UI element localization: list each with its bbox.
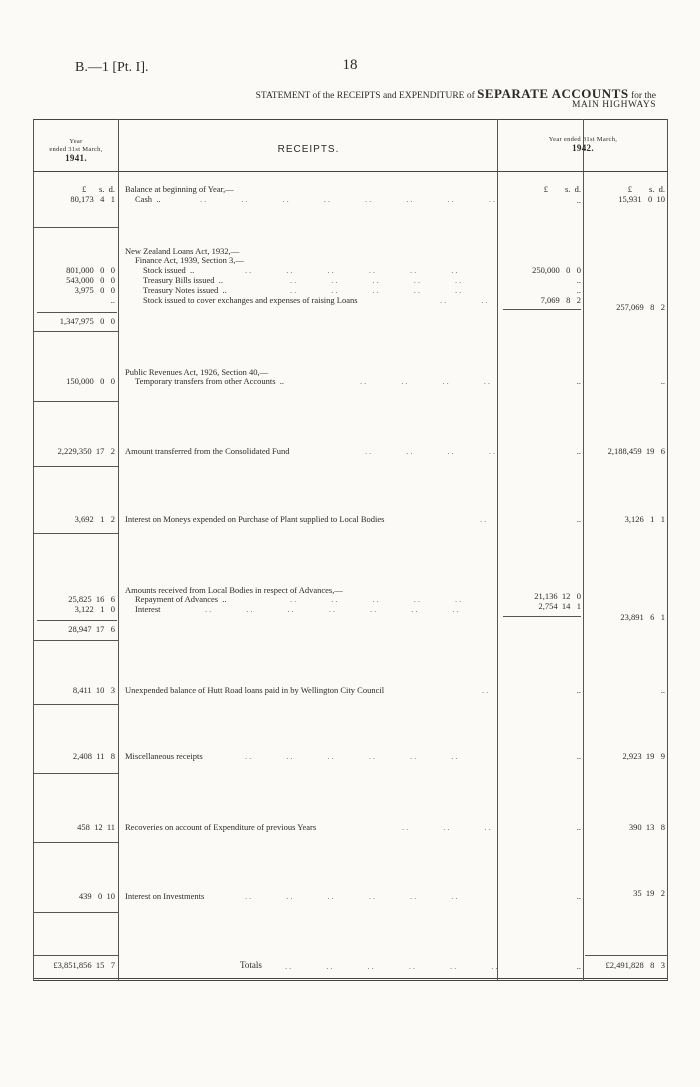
statement-title-line2: MAIN HIGHWAYS xyxy=(572,100,656,110)
currency-label-mid: £ s. d. xyxy=(543,184,581,194)
consolidated-label: Amount transferred from the Consolidated Fund xyxy=(125,446,290,456)
row-separator xyxy=(33,773,119,774)
loans-heading: New Zealand Loans Act, 1932,— xyxy=(125,246,240,256)
public-revenues-right: .. xyxy=(660,376,665,386)
misc-left: 2,408 11 8 xyxy=(72,751,115,761)
local-bodies-heading: Amounts received from Local Bodies in respect of Advances,— xyxy=(125,585,343,595)
recoveries-right: 390 13 8 xyxy=(628,822,665,832)
row-separator xyxy=(33,912,119,913)
investments-mid: .. xyxy=(576,891,581,901)
interest-plant-label: Interest on Moneys expended on Purchase of Plant supplied to Local Bodies xyxy=(125,514,385,524)
row-separator xyxy=(33,704,119,705)
local-interest-label: Interest xyxy=(135,604,161,614)
row-separator xyxy=(33,466,119,467)
hutt-road-left: 8,411 10 3 xyxy=(72,685,115,695)
hutt-road-mid: .. xyxy=(576,685,581,695)
hutt-road-right: .. xyxy=(660,685,665,695)
consolidated-right: 2,188,459 19 6 xyxy=(607,446,665,456)
title-emphasis: SEPARATE ACCOUNTS xyxy=(477,86,629,101)
totals-label: Totals xyxy=(240,960,262,970)
loans-exchange-mid: 7,069 8 2 xyxy=(540,295,581,305)
local-interest-mid: 2,754 14 1 xyxy=(538,601,581,611)
row-separator xyxy=(33,640,119,641)
public-revenues-item: Temporary transfers from other Accounts .. xyxy=(135,376,285,386)
left-header-line2: ended 31st March, xyxy=(49,146,103,153)
currency-label-left: £ s. d. xyxy=(81,184,115,194)
balance-mid-amount: .. xyxy=(576,195,581,205)
loans-stock-label: Stock issued .. xyxy=(143,265,195,275)
receipts-header: RECEIPTS. xyxy=(277,144,340,155)
loans-stock-mid: 250,000 0 0 xyxy=(532,265,581,275)
column-divider-2 xyxy=(497,119,498,981)
loans-subheading: Finance Act, 1939, Section 3,— xyxy=(135,255,244,265)
totals-right-rule xyxy=(585,955,667,956)
loans-left-total: 1,347,975 0 0 xyxy=(59,316,115,326)
local-subtotal-rule xyxy=(503,616,581,617)
investments-label: Interest on Investments xyxy=(125,891,205,901)
loans-right-total: 257,069 8 2 xyxy=(616,302,665,312)
right-header-year: 1942. xyxy=(572,143,594,153)
misc-label: Miscellaneous receipts xyxy=(125,751,203,761)
local-right-total: 23,891 6 1 xyxy=(620,612,665,622)
local-interest-left: 3,122 1 0 xyxy=(74,604,115,614)
currency-label-right: £ s. d. xyxy=(627,184,665,194)
public-revenues-left: 150,000 0 0 xyxy=(66,376,115,386)
right-header-line1: Year ended 31st March, xyxy=(548,136,618,143)
local-repayment-mid: 21,136 12 0 xyxy=(534,591,581,601)
row-separator xyxy=(33,533,119,534)
totals-left-rule xyxy=(33,955,119,956)
loans-notes-left: 3,975 0 0 xyxy=(74,285,115,295)
row-separator xyxy=(33,331,119,332)
consolidated-mid: .. xyxy=(576,446,581,456)
loans-stock-left: 801,000 0 0 xyxy=(66,265,115,275)
loans-bills-label: Treasury Bills issued .. xyxy=(143,275,223,285)
right-column-header xyxy=(498,136,668,152)
loans-bills-left: 543,000 0 0 xyxy=(66,275,115,285)
totals-left: £3,851,856 15 7 xyxy=(53,960,115,970)
public-revenues-mid: .. xyxy=(576,376,581,386)
local-left-rule xyxy=(37,620,117,621)
misc-right: 2,923 19 9 xyxy=(622,751,665,761)
balance-heading: Balance at beginning of Year,— xyxy=(125,184,234,194)
consolidated-left: 2,229,350 17 2 xyxy=(57,446,115,456)
interest-plant-mid: .. xyxy=(576,514,581,524)
document-reference: B.—1 [Pt. I]. xyxy=(75,60,149,75)
totals-mid: .. xyxy=(576,961,581,971)
public-revenues-heading: Public Revenues Act, 1926, Section 40,— xyxy=(125,367,269,377)
left-header-year: 1941. xyxy=(65,153,87,163)
title-prefix: STATEMENT of the RECEIPTS and EXPENDITURE of xyxy=(255,91,478,101)
interest-plant-left: 3,692 1 2 xyxy=(74,514,115,524)
investments-left: 439 0 10 xyxy=(78,891,115,901)
row-separator xyxy=(33,401,119,402)
table-border-left xyxy=(33,119,34,981)
loans-subtotal-rule xyxy=(503,309,581,310)
header-separator xyxy=(33,171,668,172)
loans-notes-mid: .. xyxy=(576,285,581,295)
recoveries-mid: .. xyxy=(576,822,581,832)
interest-plant-right: 3,126 1 1 xyxy=(624,514,665,524)
column-divider-1 xyxy=(118,119,119,981)
balance-right-amount: 15,931 0 10 xyxy=(618,194,665,204)
hutt-road-label: Unexpended balance of Hutt Road loans paid in by Wellington City Council xyxy=(125,685,385,695)
left-header-line1: Year xyxy=(69,138,83,145)
loans-exchange-label: Stock issued to cover exchanges and expenses of raising Loans xyxy=(143,295,358,305)
loans-exchange-left: .. xyxy=(110,295,115,305)
recoveries-left: 458 12 11 xyxy=(77,822,115,832)
table-border-right xyxy=(667,119,668,981)
row-separator xyxy=(33,842,119,843)
loans-notes-label: Treasury Notes issued .. xyxy=(143,285,227,295)
balance-left-amount: 80,173 4 1 xyxy=(70,194,115,204)
local-repayment-label: Repayment of Advances .. xyxy=(135,594,227,604)
page-number: 18 xyxy=(342,57,358,73)
title-suffix: for the xyxy=(628,91,656,101)
recoveries-label: Recoveries on account of Expenditure of previous Years xyxy=(125,822,317,832)
local-left-total: 28,947 17 6 xyxy=(68,624,115,634)
column-divider-3 xyxy=(583,119,584,981)
row-separator xyxy=(33,227,119,228)
loans-bills-mid: .. xyxy=(576,275,581,285)
loans-left-rule xyxy=(37,312,117,313)
balance-cash-label: Cash .. xyxy=(135,194,161,204)
misc-mid: .. xyxy=(576,751,581,761)
local-repayment-left: 25,825 16 6 xyxy=(68,594,115,604)
totals-right: £2,491,828 8 3 xyxy=(605,960,665,970)
investments-right: 35 19 2 xyxy=(633,888,665,898)
left-column-header xyxy=(34,138,118,162)
